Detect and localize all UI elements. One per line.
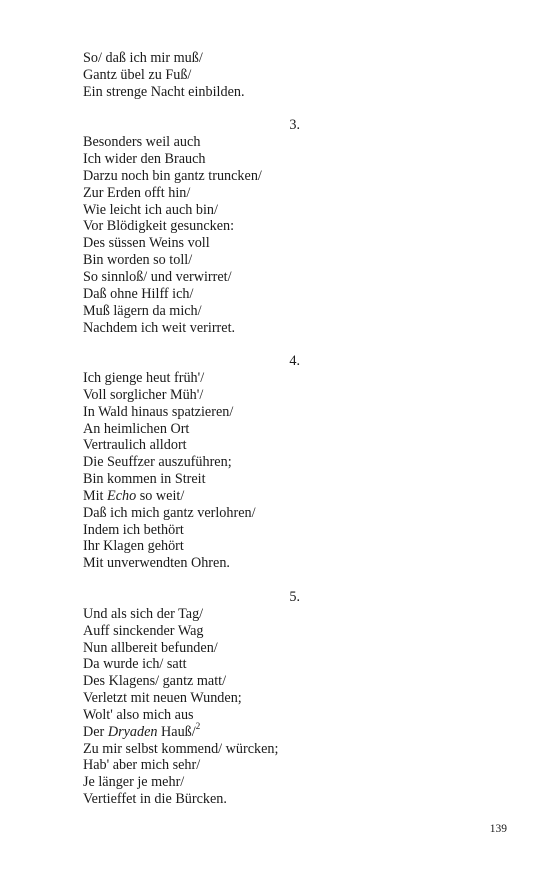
verse-line: Des Klagens/ gantz matt/ bbox=[83, 673, 227, 690]
stanza bbox=[83, 50, 503, 101]
stanza bbox=[83, 134, 503, 336]
verse-line: Vor Blödigkeit gesuncken: bbox=[83, 218, 235, 235]
verse-line: Vertieffet in die Bürcken. bbox=[83, 791, 227, 808]
verse-line: Wolt' also mich aus bbox=[83, 706, 194, 723]
verse-line: Ihr Klagen gehört bbox=[83, 538, 184, 555]
verse-line: Gantz übel zu Fuß/ bbox=[83, 66, 192, 83]
verse-line: Besonders weil auch bbox=[83, 134, 201, 151]
verse-line: In Wald hinaus spatzieren/ bbox=[83, 403, 234, 420]
verse-line: Die Seuffzer auszuführen; bbox=[83, 454, 232, 471]
stanza bbox=[83, 370, 503, 572]
verse-line: Ich gienge heut früh'/ bbox=[83, 370, 205, 387]
verse-line: Hab' aber mich sehr/ bbox=[83, 757, 201, 774]
verse-line: Ich wider den Brauch bbox=[83, 151, 206, 168]
stanza-number: 4. bbox=[289, 353, 300, 370]
verse-line: So/ daß ich mir muß/ bbox=[83, 50, 203, 66]
verse-line: Auff sinckender Wag bbox=[83, 622, 204, 639]
poem-text bbox=[83, 50, 503, 808]
verse-line: Daß ich mich gantz verlohren/ bbox=[83, 504, 256, 521]
verse-line: Zu mir selbst kommend/ würcken; bbox=[83, 740, 279, 757]
verse-line: Da wurde ich/ satt bbox=[83, 656, 187, 673]
verse-line: Mit unverwendten Ohren. bbox=[83, 555, 230, 572]
verse-line: So sinnloß/ und verwirret/ bbox=[83, 268, 232, 285]
verse-line: Der Dryaden Hauß/$^2$ bbox=[83, 721, 201, 740]
verse-line: Muß lägern da mich/ bbox=[83, 302, 202, 319]
stanza bbox=[83, 606, 503, 808]
verse-line: Zur Erden offt hin/ bbox=[83, 184, 191, 201]
stanza-number: 3. bbox=[289, 117, 300, 134]
verse-line: Bin worden so toll/ bbox=[83, 252, 193, 269]
verse-line: Je länger je mehr/ bbox=[83, 774, 185, 791]
verse-line: Wie leicht ich auch bin/ bbox=[83, 201, 218, 218]
verse-line: Bin kommen in Streit bbox=[83, 471, 206, 488]
verse-line: Und als sich der Tag/ bbox=[83, 605, 204, 622]
stanza-number: 5. bbox=[289, 589, 300, 605]
verse-line: Verletzt mit neuen Wunden; bbox=[83, 690, 242, 707]
verse-line: Daß ohne Hilff ich/ bbox=[83, 285, 194, 302]
verse-line: Nun allbereit befunden/ bbox=[83, 639, 218, 656]
verse-line: Vertraulich alldort bbox=[83, 437, 187, 454]
verse-line: Ein strenge Nacht einbilden. bbox=[83, 83, 245, 100]
page-number: 139 bbox=[489, 823, 507, 835]
verse-line: Nachdem ich weit verirret. bbox=[83, 319, 236, 336]
verse-line: Voll sorglicher Müh'/ bbox=[83, 386, 204, 403]
verse-line: Indem ich bethört bbox=[83, 521, 184, 538]
verse-line: An heimlichen Ort bbox=[83, 420, 190, 437]
verse-line: Darzu noch bin gantz truncken/ bbox=[83, 167, 262, 184]
verse-line: Des süssen Weins voll bbox=[83, 235, 210, 252]
verse-line: Mit Echo so weit/ bbox=[83, 487, 185, 504]
